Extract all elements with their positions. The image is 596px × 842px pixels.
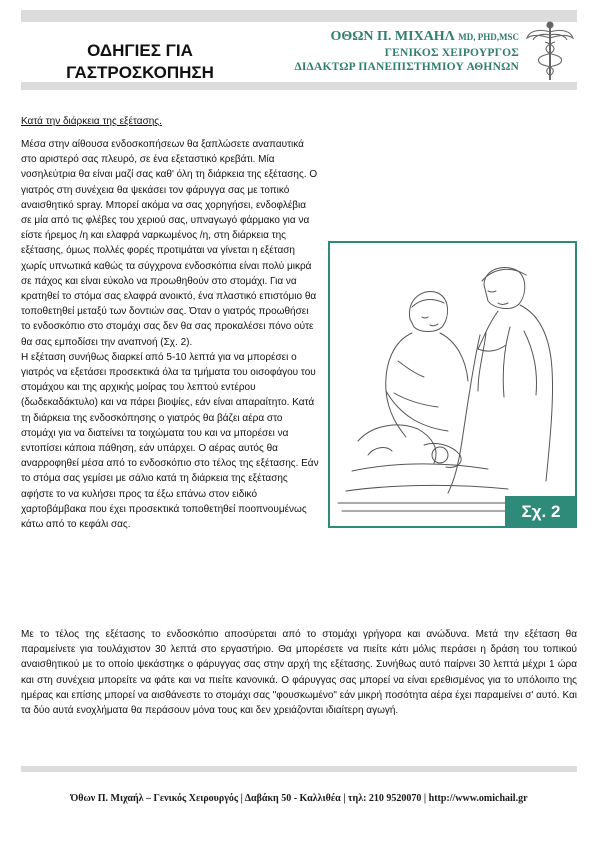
endoscopy-illustration	[328, 241, 577, 528]
doctor-title: ΔΙΔΑΚΤΩΡ ΠΑΝΕΠΙΣΤΗΜΙΟΥ ΑΘΗΝΩΝ	[294, 61, 519, 73]
paragraph: Η εξέταση συνήθως διαρκεί από 5-10 λεπτά για να μπορέσει ο γιατρός να εξετάσει προσεκτικά όλα τα τμήματα του οισοφάγου του στομάχου και της αρχικής μοίρας του λεπτού εντέρου (δωδεκαδάκτυλο) και να πάρει βιοψίες, εάν είναι απαραίτητο. Κατά τη διάρκεια της ενδοσκόπησης ο γιατρός θα βάζει αέρα στο στομάχι για να διατείνει τα τοιχώματα του και να μπορέσει να εντοπίσει κάποια πάθηση, εάν υπάρχει. Ο αέρας αυτός θα αναρροφηθεί μέσα από το ενδοσκόπιο στο τέλος της εξέτασης. Εάν το στόμα σας γεμίσει με σάλιο κατά τη διάρκεια της εξέτασης αφήστε το να κυλήσει προς τα έξω επάνω στον ειδικό χαρτοβάμβακα που έχει προσεκτικά τοποθετηθεί ποοπνουμένως κάτω από το κεφάλι σας.	[21, 351, 319, 531]
doctor-info	[294, 28, 519, 74]
paragraph: Μέσα στην αίθουσα ενδοσκοπήσεων θα ξαπλώσετε αναπαυτικά στο αριστερό σας πλευρό, σε ένα εξεταστικό κρεβάτι. Μία νοσηλεύτρια θα είναι μαζί σας καθ' όλη τη διάρκεια της εξέτασης. Ο γιατρός στη συνέχεια θα ψεκάσει τον φάρυγγα σας με τοπικό αναισθητικό spray. Μπορεί ακόμα να σας χορηγήσει, ενδοφλέβια σε μία από τις φλέβες του χεριού σας, υπναγωγό φάρμακο για να είστε ήρεμος /η και ελαφρά ναρκωμένος /η, στη διάρκεια της εξέτασης, όμως πολλές φορές προτιμάται να γίνεται η εξέταση χωρίς υπνωτικά καθώς τα σύγχρονα ενδοσκόπια είναι πολύ μικρά σε πάχος και είναι εύκολο να προωθηθούν στο στομάχι. Για να κρατηθεί το στόμα σας ελαφρά ανοικτό, ένα πλαστικό επιστόμιο θα τοποθετηθεί μεταξύ των δοντιών σας. Όταν ο γιατρός προωθήσει το ενδοσκόπιο στο στομάχι σας δεν θα σας προκαλέσει πόνο ούτε θα σας εμποδίσει την αναπνοή (Σχ. 2).	[21, 139, 318, 348]
doctor-name: ΟΘΩΝ Π. ΜΙΧΑΗΛ	[330, 29, 455, 44]
page-title	[40, 40, 240, 84]
doctor-name-line	[294, 28, 519, 46]
column-text	[21, 137, 319, 532]
header-band-top	[21, 10, 577, 22]
section-title: Κατά την διάρκεια της εξέτασης.	[21, 116, 162, 127]
page-title-line-1: ΟΔΗΓΙΕΣ ΓΙΑ	[87, 41, 193, 60]
header-band-bottom	[21, 82, 577, 90]
page-title-line-2: ΓΑΣΤΡΟΣΚΟΠΗΣΗ	[66, 63, 214, 82]
doctor-degrees: MD, PHD,MSC	[458, 32, 519, 42]
doctor-specialty: ΓΕΝΙΚΟΣ ΧΕΙΡΟΥΡΓΟΣ	[384, 47, 519, 59]
caduceus-icon	[525, 20, 575, 82]
figure-label: Σχ. 2	[505, 496, 577, 528]
full-width-paragraph: Με το τέλος της εξέτασης το ενδοσκόπιο αποσύρεται από το στομάχι γρήγορα και ανώδυνα. Μετά την εξέταση θα παραμείνετε για τουλάχιστον 30 λεπτά στο εργαστήριο. Θα μπορέσετε να πιείτε κάτι μόλις περάσει η δράση του τοπικού αναισθητικού με το οποίο ψεκάστηκε ο φάρυγγας σας στην αρχή της εξέτασης. Συνήθως αυτό παίρνει 30 λεπτά μέχρι 1 ώρα και στη συνέχεια μπορείτε να φάτε και να πιείτε κανονικά. Ο φάρυγγας σας μπορεί να είναι ερεθισμένος για το υπόλοιπο της ημέρας και επίσης μπορεί να αισθάνεστε το στομάχι σας "φουσκωμένο" εάν μικρή ποσότητα αέρα έχει παραμείνει σ' αυτό. Και τα δύο αυτά ενοχλήματα θα περάσουν μόνα τους και δεν χρειάζονται ιδιαίτερη αγωγή.	[21, 629, 577, 717]
figure-frame	[328, 241, 577, 528]
footer-contact: Όθων Π. Μιχαήλ – Γενικός Χειρουργός | Δαβάκη 50 - Καλλιθέα | τηλ: 210 9520070 | http://www.omichail.gr	[70, 793, 528, 804]
footer-band	[21, 766, 577, 772]
